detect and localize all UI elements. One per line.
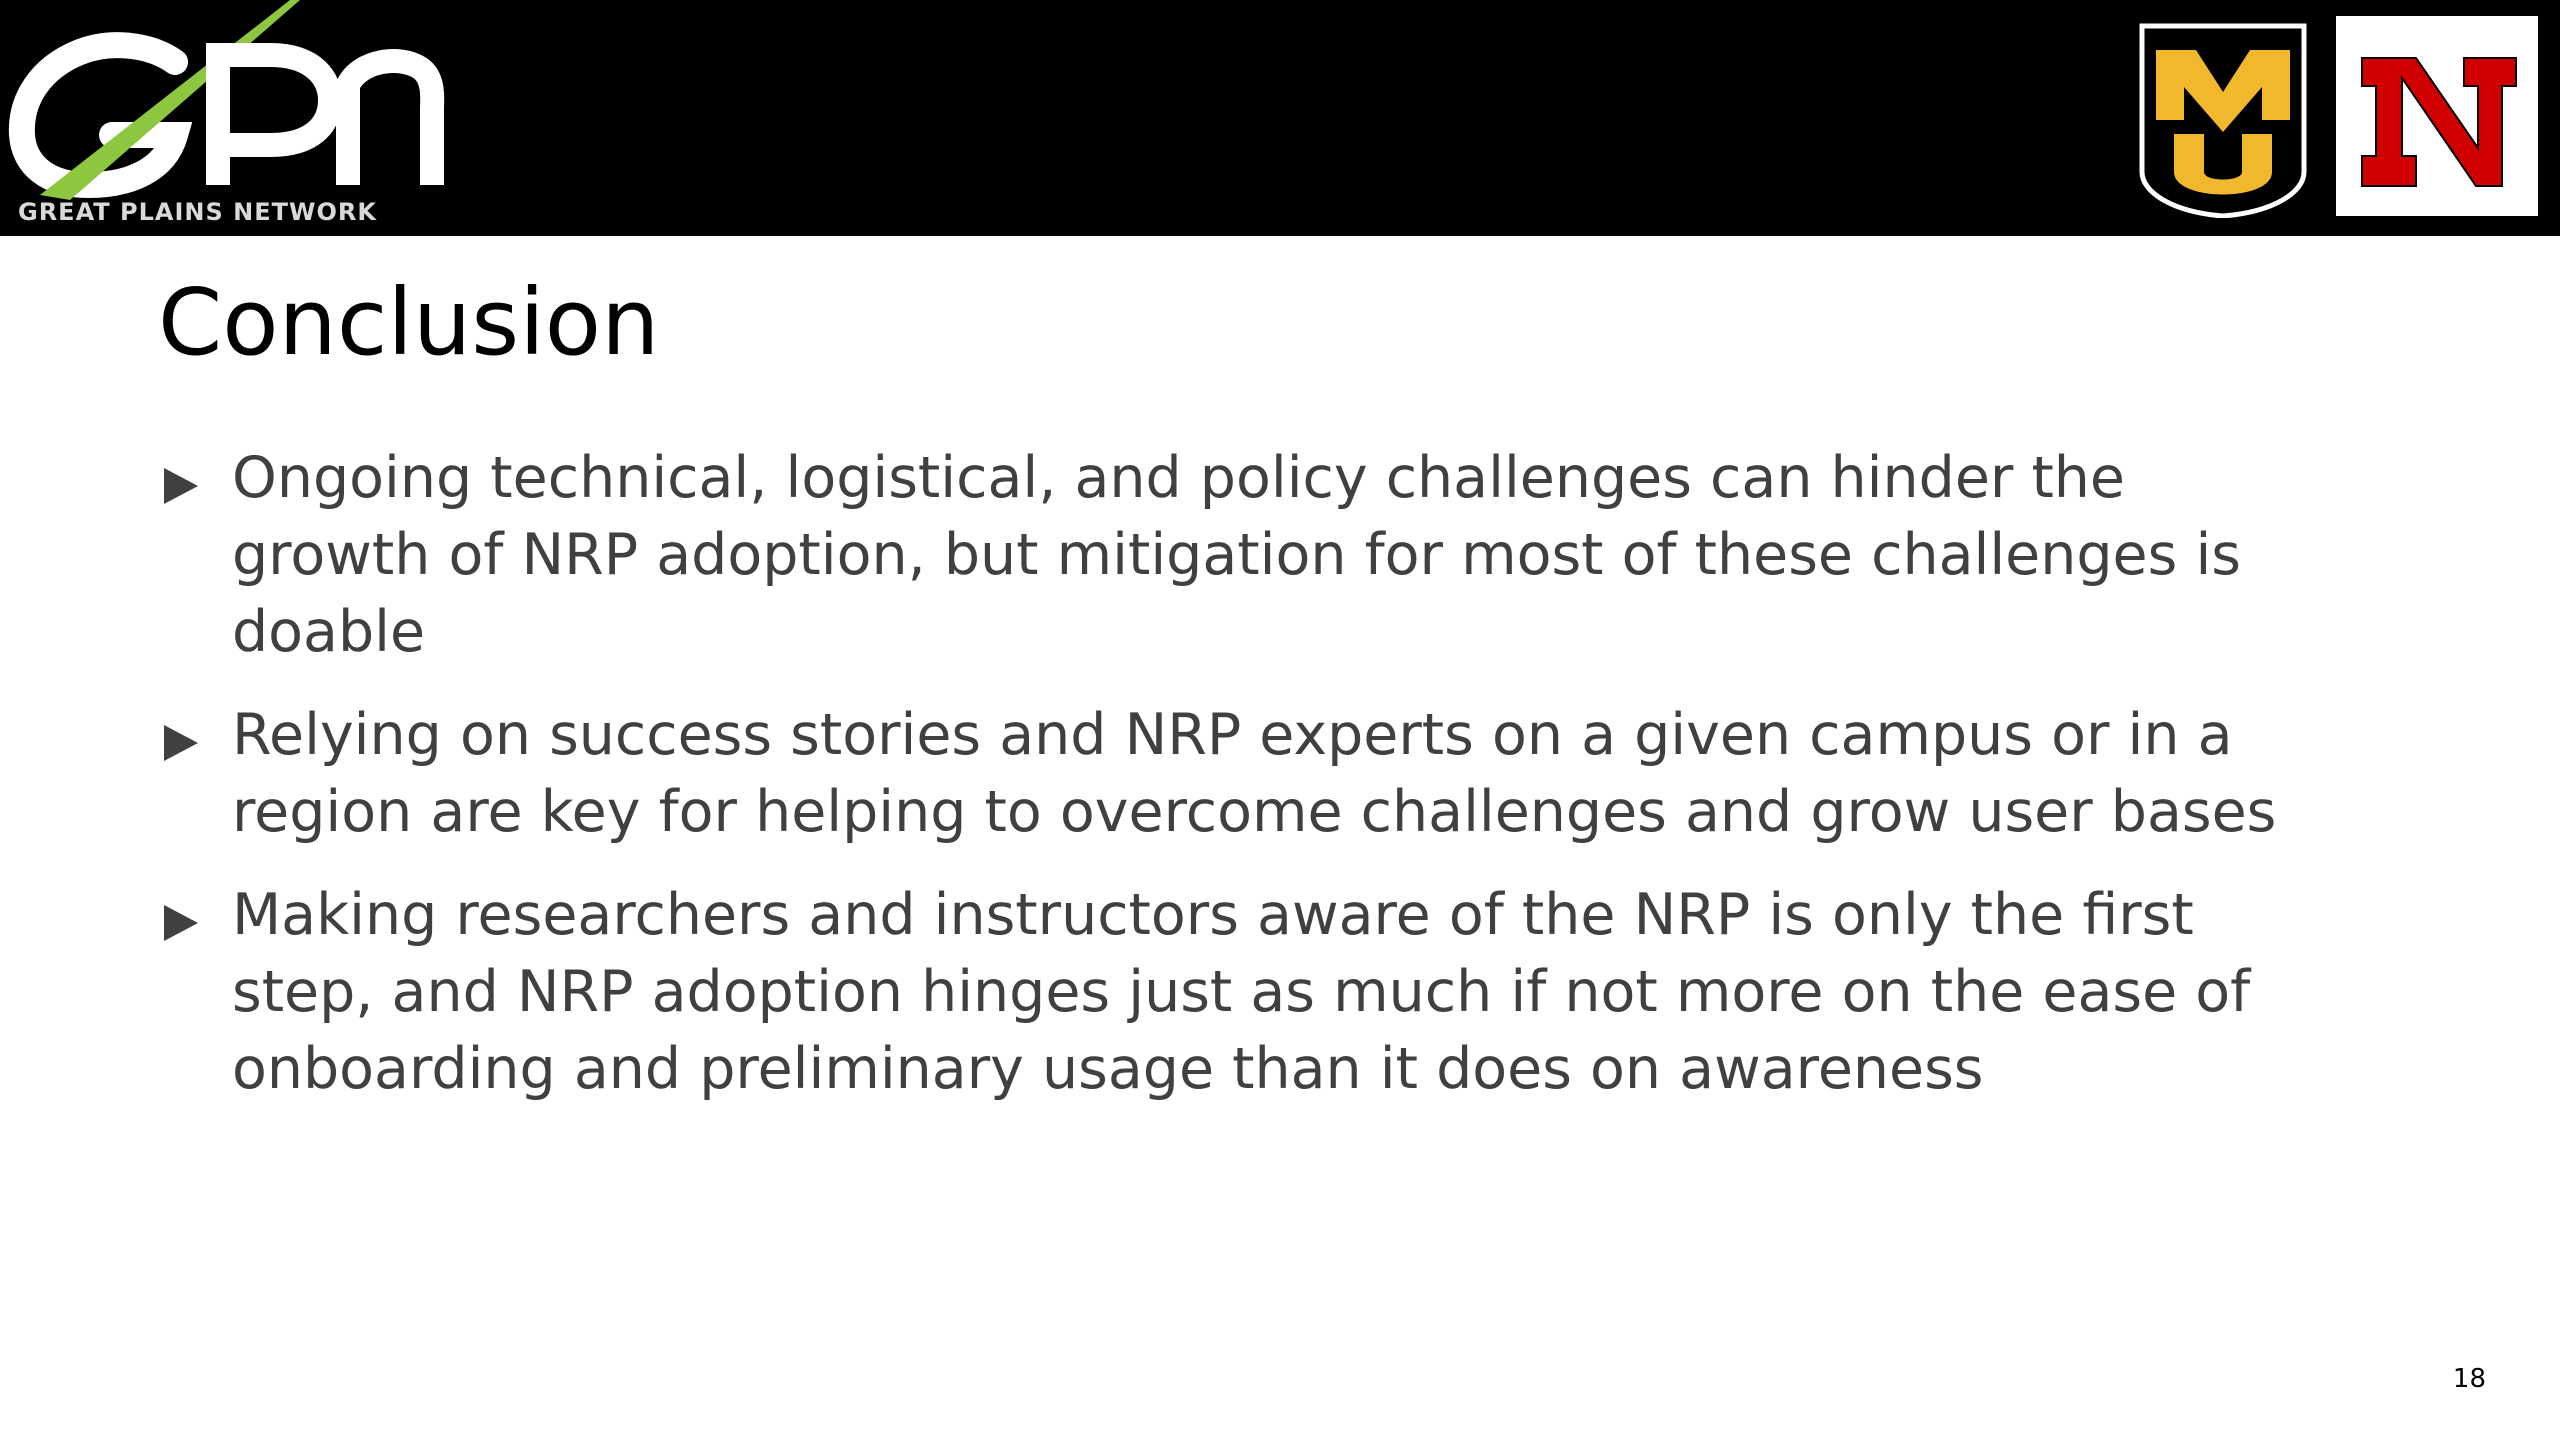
bullet-item (160, 697, 2340, 851)
bullet-list (160, 440, 2340, 1134)
bullet-text: Ongoing technical, logistical, and policy challenges can hinder the growth of NRP adoption, but mitigation for most of these challenges is doable (232, 445, 2241, 665)
bullet-item (160, 877, 2340, 1108)
bullet-text: Relying on success stories and NRP experts on a given campus or in a region are key for helping to overcome challenges and grow user bases (232, 702, 2277, 845)
bullet-arrow-icon (164, 725, 198, 761)
bullet-arrow-icon (164, 905, 198, 941)
slide-title: Conclusion (158, 269, 660, 376)
bullet-item (160, 440, 2340, 671)
page-number: 18 (2452, 1364, 2486, 1394)
bullet-text: Making researchers and instructors aware of the NRP is only the first step, and NRP adoption hinges just as much if not more on the ease of onboarding and preliminary usage than it does on awareness (232, 882, 2251, 1102)
bullet-arrow-icon (164, 468, 198, 504)
gpn-logo-subtitle: GREAT PLAINS NETWORK (18, 198, 377, 226)
gpn-logo (0, 0, 460, 236)
header-bar (0, 0, 2560, 236)
unl-logo (2336, 16, 2538, 216)
mu-logo (2134, 22, 2312, 218)
